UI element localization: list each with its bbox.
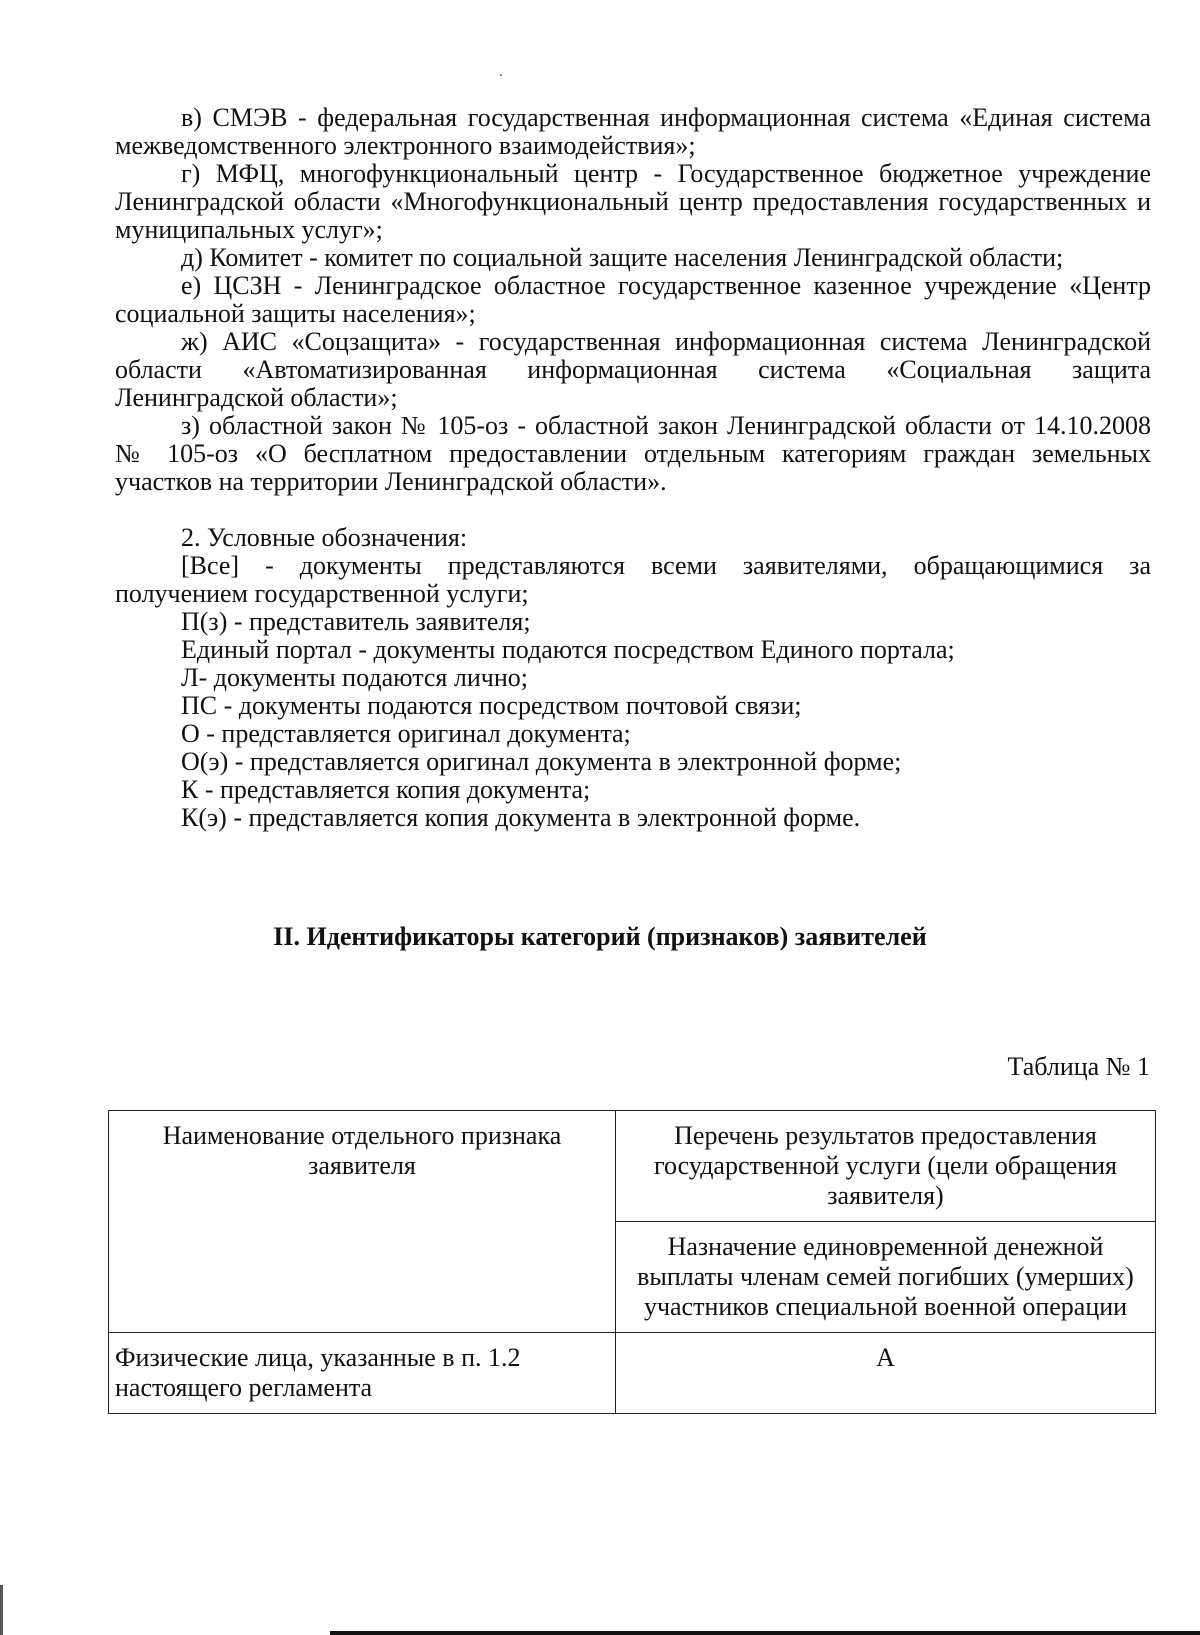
legend-item: О(э) - представляется оригинал документа в электронной форме; [181,747,902,776]
legend-heading: 2. Условные обозначения: [181,523,468,552]
legend-item: Единый портал - документы подаются посредством Единого портала; [181,635,955,664]
header-right-label: Перечень результатов предоставления государственной услуги (цели обращения заявителя) [653,1121,1117,1210]
definition-item: г) МФЦ, многофункциональный центр - Государственное бюджетное учреждение Ленинградской области «Многофункциональный центр предоставления государственных и муниципальных услуг»; [115,159,1151,244]
header-right-cell [616,1111,1156,1222]
definition-item: ж) АИС «Соцзащита» - государственная информационная система Ленинградской области «Автоматизированная информационная система «Социальная защита Ленинградской области»; [115,327,1151,412]
result-name-cell [616,1222,1156,1333]
definition-item: е) ЦСЗН - Ленинградское областное государственное казенное учреждение «Центр социальной защиты населения»; [115,271,1151,328]
legend-item-all: [Все] - документы представляются всеми заявителями, обращающимися за получением государственной услуги; [115,551,1151,608]
scan-bottom-rule [330,1631,1200,1635]
table-caption: Таблица № 1 [1007,1052,1150,1081]
legend-item: О - представляется оригинал документа; [181,719,631,748]
document-body [115,104,1151,832]
scan-edge-mark [0,1585,3,1635]
legend-item: К - представляется копия документа; [181,775,591,804]
row-value-cell [616,1333,1156,1414]
table-header-row [109,1111,1156,1222]
table-row [109,1333,1156,1414]
legend-item: ПС - документы подаются посредством почтовой связи; [181,691,802,720]
header-left-label: Наименование отдельного признака заявителя [162,1121,562,1180]
applicant-categories-table [108,1110,1156,1414]
definition-item: з) областной закон № 105-оз - областной закон Ленинградской области от 14.10.2008 № 105-оз «О бесплатном предоставлении отдельным категориям граждан земельных участков на территории Ленинградской области». [115,411,1151,496]
row-label-cell [109,1333,616,1414]
legend-item: Л- документы подаются лично; [181,663,528,692]
definition-item: д) Комитет - комитет по социальной защите населения Ленинградской области; [181,243,1064,272]
legend-item: П(з) - представитель заявителя; [181,607,531,636]
definition-item: в) СМЭВ - федеральная государственная информационная система «Единая система межведомственного электронного взаимодействия»; [115,103,1151,160]
row-label: Физические лица, указанные в п. 1.2 настоящего регламента [115,1343,521,1402]
header-left-cell [109,1111,616,1333]
section-title: II. Идентификаторы категорий (признаков) заявителей [273,922,927,951]
legend-item: К(э) - представляется копия документа в электронной форме. [181,803,861,832]
row-value: А [876,1343,895,1372]
result-name-label: Назначение единовременной денежной выплаты членам семей погибших (умерших) участников специальной военной операции [637,1232,1134,1321]
scan-speck [500,74,502,76]
